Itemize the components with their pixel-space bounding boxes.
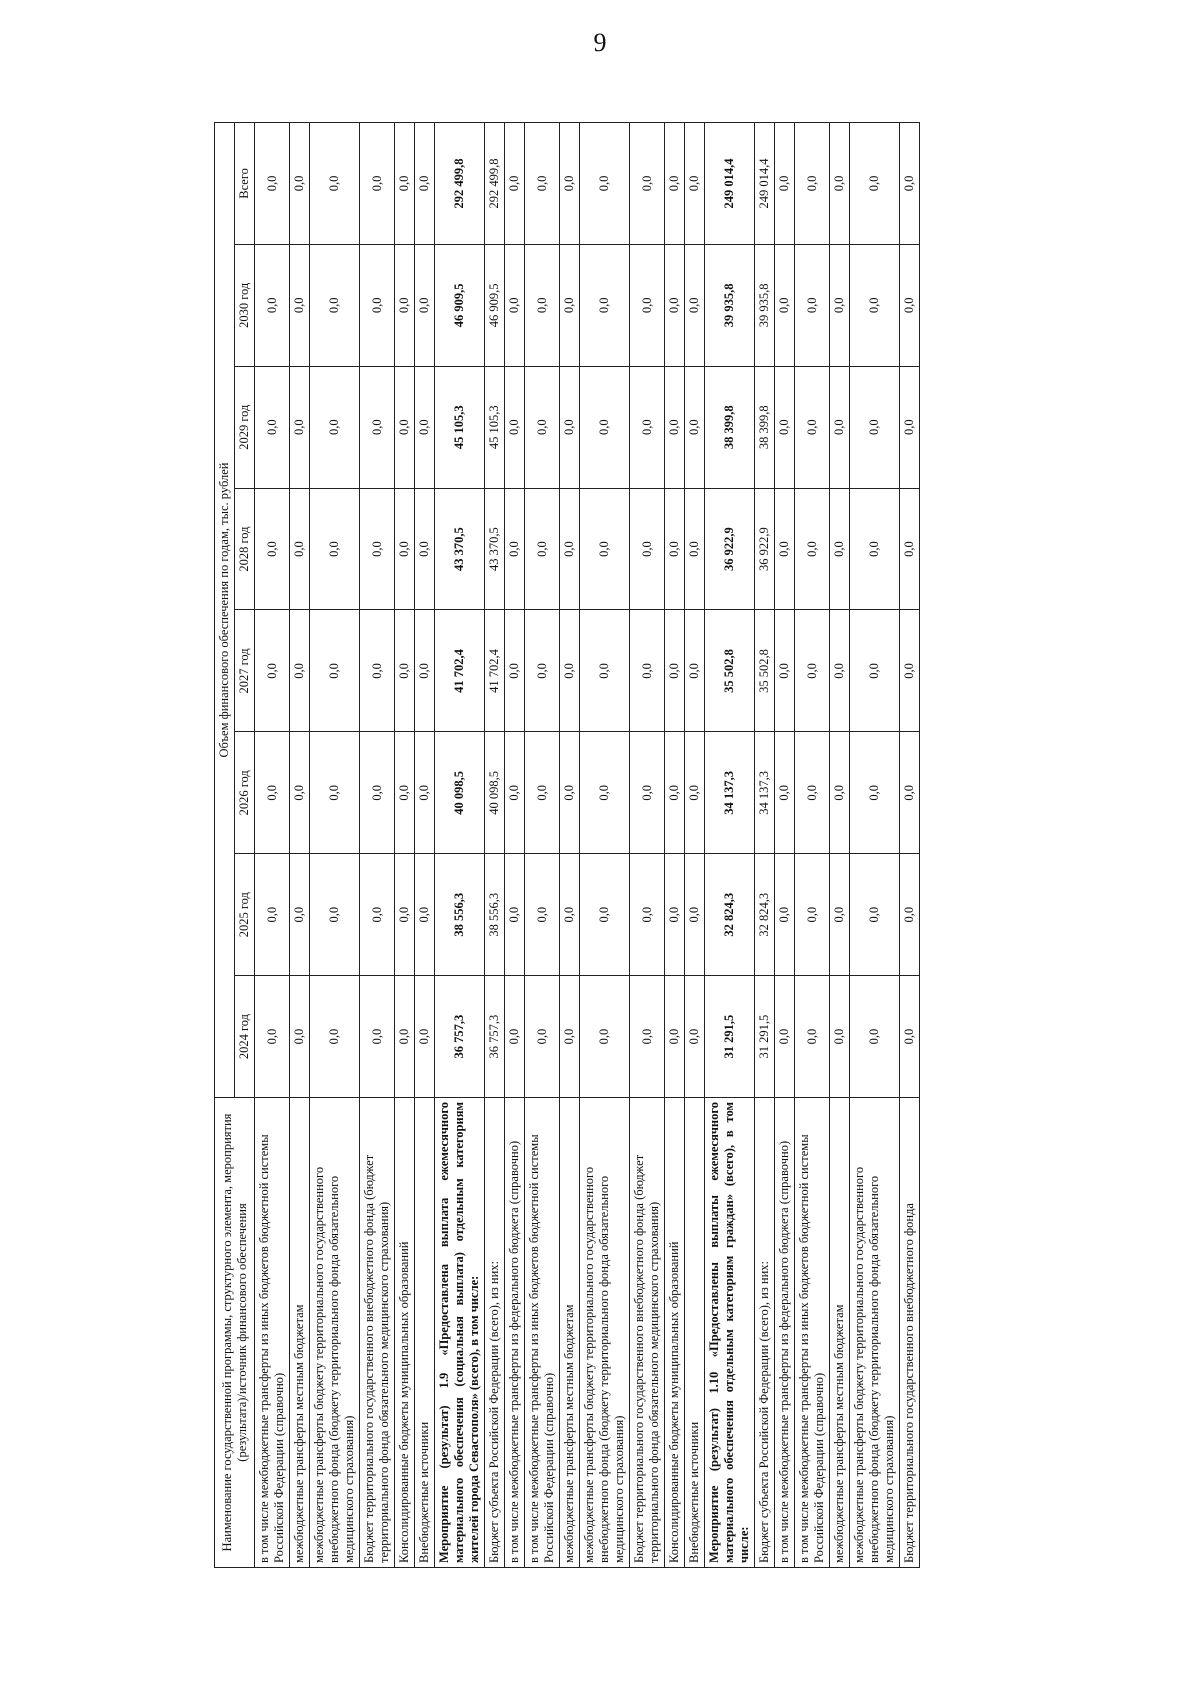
row-year-value: 38 399,8 [755,366,775,488]
header-financing-group: Объем финансового обеспечения по годам, тыс. рублей [215,123,235,1098]
row-total-value: 0,0 [505,123,525,245]
row-year-value: 0,0 [505,976,525,1098]
row-year-value: 38 556,3 [485,854,505,976]
row-year-value: 0,0 [795,366,830,488]
row-total-value: 0,0 [685,123,705,245]
row-year-value: 0,0 [850,732,900,854]
row-year-value: 0,0 [580,488,630,610]
row-source-name: в том числе межбюджетные трансферты из иных бюджетов бюджетной системы Российской Федерации (справочно) [795,1098,830,1568]
row-year-value: 0,0 [665,732,685,854]
row-year-value: 0,0 [395,244,415,366]
row-year-value: 45 105,3 [435,366,485,488]
row-year-value: 35 502,8 [755,610,775,732]
header-year: 2027 год [235,610,255,732]
row-year-value: 0,0 [665,366,685,488]
row-year-value: 0,0 [505,366,525,488]
row-source-name: в том числе межбюджетные трансферты из федерального бюджета (справочно) [775,1098,795,1568]
row-year-value: 0,0 [850,488,900,610]
row-year-value: 0,0 [580,854,630,976]
row-total-value: 292 499,8 [485,123,505,245]
row-year-value: 0,0 [580,610,630,732]
row-total-value: 0,0 [900,123,920,245]
table-row [900,123,920,1568]
table-row [485,123,505,1568]
row-total-value: 0,0 [775,123,795,245]
row-year-value: 32 824,3 [755,854,775,976]
row-year-value: 0,0 [665,488,685,610]
row-year-value: 0,0 [900,854,920,976]
table-row [560,123,580,1568]
budget-table [214,122,920,1568]
row-year-value: 40 098,5 [435,732,485,854]
row-source-name: межбюджетные трансферты местным бюджетам [560,1098,580,1568]
row-total-value: 0,0 [560,123,580,245]
row-year-value: 38 399,8 [705,366,755,488]
table-row [415,123,435,1568]
table-row [685,123,705,1568]
table-row [525,123,560,1568]
header-year: 2026 год [235,732,255,854]
row-year-value: 36 922,9 [705,488,755,610]
header-row-group [215,123,235,1568]
row-year-value: 0,0 [310,732,360,854]
row-year-value: 0,0 [360,732,395,854]
row-total-value: 0,0 [525,123,560,245]
table-row [795,123,830,1568]
row-year-value: 0,0 [795,488,830,610]
row-year-value: 0,0 [630,488,665,610]
row-year-value: 0,0 [685,244,705,366]
row-year-value: 39 935,8 [755,244,775,366]
row-year-value: 0,0 [525,488,560,610]
row-year-value: 0,0 [630,610,665,732]
row-year-value: 0,0 [830,732,850,854]
header-year: 2024 год [235,976,255,1098]
row-year-value: 0,0 [630,976,665,1098]
row-year-value: 0,0 [360,976,395,1098]
row-year-value: 0,0 [290,366,310,488]
header-year: 2025 год [235,854,255,976]
row-year-value: 0,0 [415,366,435,488]
row-total-value: 0,0 [630,123,665,245]
table-row [775,123,795,1568]
row-source-name: в том числе межбюджетные трансферты из федерального бюджета (справочно) [505,1098,525,1568]
table-row [705,123,755,1568]
header-year: 2030 год [235,244,255,366]
table-row [580,123,630,1568]
row-year-value: 0,0 [525,610,560,732]
row-year-value: 0,0 [665,854,685,976]
row-source-name: Внебюджетные источники [685,1098,705,1568]
row-year-value: 0,0 [395,976,415,1098]
row-year-value: 0,0 [505,732,525,854]
row-total-value: 249 014,4 [705,123,755,245]
row-year-value: 0,0 [830,976,850,1098]
row-year-value: 36 922,9 [755,488,775,610]
row-year-value: 0,0 [395,366,415,488]
row-year-value: 0,0 [665,976,685,1098]
row-source-name: Бюджет территориального государственного внебюджетного фонда [900,1098,920,1568]
row-source-name: Консолидированные бюджеты муниципальных образований [395,1098,415,1568]
row-year-value: 0,0 [775,244,795,366]
table-row [665,123,685,1568]
row-year-value: 0,0 [775,732,795,854]
table-row [435,123,485,1568]
row-year-value: 0,0 [830,366,850,488]
table-body [255,123,920,1568]
row-year-value: 0,0 [290,244,310,366]
row-year-value: 0,0 [830,244,850,366]
table-row [290,123,310,1568]
row-year-value: 0,0 [850,854,900,976]
row-year-value: 0,0 [505,854,525,976]
row-source-name: Мероприятие (результат) 1.10 «Предоставлены выплаты ежемесячного материального обеспечения отдельным категориям граждан» (всего), в том числе: [705,1098,755,1568]
row-source-name: межбюджетные трансферты местным бюджетам [830,1098,850,1568]
row-year-value: 43 370,5 [485,488,505,610]
row-total-value: 0,0 [795,123,830,245]
row-year-value: 0,0 [415,610,435,732]
row-source-name: Бюджет субъекта Российской Федерации (всего), из них: [485,1098,505,1568]
row-year-value: 0,0 [310,488,360,610]
row-year-value: 0,0 [580,732,630,854]
row-year-value: 0,0 [795,854,830,976]
row-year-value: 0,0 [255,366,290,488]
table-row [755,123,775,1568]
row-year-value: 0,0 [560,976,580,1098]
row-year-value: 0,0 [630,366,665,488]
row-year-value: 0,0 [255,244,290,366]
row-year-value: 0,0 [685,854,705,976]
row-year-value: 0,0 [900,610,920,732]
row-year-value: 0,0 [850,244,900,366]
row-year-value: 0,0 [580,366,630,488]
row-year-value: 31 291,5 [755,976,775,1098]
row-source-name: межбюджетные трансферты бюджету территориального государственного внебюджетного фонда (бюджету территориального фонда обязательного медицинского страхования) [580,1098,630,1568]
row-year-value: 0,0 [560,610,580,732]
row-year-value: 0,0 [525,366,560,488]
table-row [850,123,900,1568]
row-year-value: 0,0 [685,732,705,854]
row-total-value: 0,0 [360,123,395,245]
row-total-value: 0,0 [415,123,435,245]
row-year-value: 0,0 [290,976,310,1098]
row-year-value: 0,0 [360,610,395,732]
row-source-name: в том числе межбюджетные трансферты из иных бюджетов бюджетной системы Российской Федерации (справочно) [525,1098,560,1568]
row-year-value: 0,0 [310,854,360,976]
row-year-value: 46 909,5 [435,244,485,366]
table-row [360,123,395,1568]
row-year-value: 0,0 [560,732,580,854]
row-year-value: 34 137,3 [705,732,755,854]
row-year-value: 0,0 [900,488,920,610]
row-year-value: 0,0 [795,244,830,366]
row-year-value: 0,0 [505,488,525,610]
row-year-value: 31 291,5 [705,976,755,1098]
row-year-value: 0,0 [560,488,580,610]
row-year-value: 0,0 [560,244,580,366]
row-year-value: 0,0 [290,732,310,854]
row-year-value: 0,0 [560,366,580,488]
row-year-value: 0,0 [505,610,525,732]
row-year-value: 0,0 [415,854,435,976]
row-year-value: 35 502,8 [705,610,755,732]
row-year-value: 39 935,8 [705,244,755,366]
row-total-value: 0,0 [290,123,310,245]
row-total-value: 0,0 [665,123,685,245]
row-year-value: 32 824,3 [705,854,755,976]
row-year-value: 0,0 [310,244,360,366]
row-year-value: 0,0 [395,854,415,976]
row-year-value: 0,0 [415,244,435,366]
row-year-value: 0,0 [900,366,920,488]
row-year-value: 0,0 [525,976,560,1098]
row-year-value: 0,0 [360,244,395,366]
row-year-value: 46 909,5 [485,244,505,366]
row-source-name: Консолидированные бюджеты муниципальных образований [665,1098,685,1568]
rotated-table-container [214,122,1200,1568]
row-year-value: 43 370,5 [435,488,485,610]
row-year-value: 0,0 [525,732,560,854]
row-year-value: 40 098,5 [485,732,505,854]
row-year-value: 0,0 [630,732,665,854]
row-year-value: 0,0 [255,488,290,610]
row-year-value: 0,0 [255,976,290,1098]
row-total-value: 292 499,8 [435,123,485,245]
row-year-value: 0,0 [560,854,580,976]
row-year-value: 34 137,3 [755,732,775,854]
row-source-name: межбюджетные трансферты бюджету территориального государственного внебюджетного фонда (бюджету территориального фонда обязательного медицинского страхования) [310,1098,360,1568]
row-source-name: Внебюджетные источники [415,1098,435,1568]
row-source-name: Бюджет субъекта Российской Федерации (всего), из них: [755,1098,775,1568]
row-year-value: 0,0 [830,854,850,976]
row-year-value: 0,0 [360,488,395,610]
table-row [830,123,850,1568]
row-year-value: 0,0 [360,366,395,488]
row-year-value: 45 105,3 [485,366,505,488]
row-year-value: 41 702,4 [435,610,485,732]
row-year-value: 0,0 [775,488,795,610]
row-year-value: 41 702,4 [485,610,505,732]
header-name-column: Наименование государственной программы, структурного элемента, мероприятия (результата)/источник финансового обеспечения [215,1098,255,1568]
row-year-value: 0,0 [255,732,290,854]
row-year-value: 0,0 [775,610,795,732]
row-year-value: 0,0 [850,976,900,1098]
row-year-value: 0,0 [900,732,920,854]
row-year-value: 0,0 [900,244,920,366]
row-year-value: 0,0 [415,976,435,1098]
row-year-value: 0,0 [795,732,830,854]
row-year-value: 0,0 [415,488,435,610]
row-total-value: 0,0 [580,123,630,245]
row-year-value: 0,0 [630,854,665,976]
row-year-value: 0,0 [360,854,395,976]
table-row [310,123,360,1568]
row-total-value: 0,0 [395,123,415,245]
row-year-value: 36 757,3 [485,976,505,1098]
header-year: 2028 год [235,488,255,610]
row-year-value: 0,0 [830,488,850,610]
row-year-value: 0,0 [850,610,900,732]
row-year-value: 0,0 [685,488,705,610]
row-year-value: 0,0 [525,854,560,976]
row-year-value: 0,0 [580,244,630,366]
row-source-name: межбюджетные трансферты местным бюджетам [290,1098,310,1568]
row-year-value: 0,0 [665,610,685,732]
table-row [630,123,665,1568]
header-total: Всего [235,123,255,245]
row-year-value: 0,0 [775,854,795,976]
row-source-name: Бюджет территориального государственного внебюджетного фонда (бюджет территориального фонда обязательного медицинского страхования) [360,1098,395,1568]
row-year-value: 0,0 [415,732,435,854]
row-year-value: 0,0 [775,976,795,1098]
row-year-value: 0,0 [775,366,795,488]
row-total-value: 0,0 [255,123,290,245]
row-total-value: 0,0 [830,123,850,245]
row-year-value: 0,0 [685,366,705,488]
table-row [255,123,290,1568]
row-year-value: 0,0 [395,732,415,854]
row-year-value: 0,0 [685,976,705,1098]
row-year-value: 0,0 [525,244,560,366]
row-year-value: 0,0 [665,244,685,366]
row-year-value: 0,0 [395,610,415,732]
table-row [395,123,415,1568]
row-source-name: Мероприятие (результат) 1.9 «Предоставлена выплата ежемесячного материального обеспечения (социальная выплата) отдельным категориям жителей города Севастополя» (всего), в том числе: [435,1098,485,1568]
row-total-value: 0,0 [310,123,360,245]
row-year-value: 0,0 [830,610,850,732]
row-year-value: 0,0 [580,976,630,1098]
row-total-value: 249 014,4 [755,123,775,245]
row-year-value: 36 757,3 [435,976,485,1098]
page-number: 9 [593,28,607,57]
row-year-value: 0,0 [395,488,415,610]
row-year-value: 0,0 [310,976,360,1098]
row-year-value: 0,0 [310,610,360,732]
row-year-value: 0,0 [900,976,920,1098]
row-year-value: 0,0 [290,854,310,976]
row-year-value: 0,0 [685,610,705,732]
row-year-value: 0,0 [795,610,830,732]
row-year-value: 0,0 [255,610,290,732]
table-row [505,123,525,1568]
row-year-value: 0,0 [290,610,310,732]
row-year-value: 0,0 [795,976,830,1098]
row-source-name: в том числе межбюджетные трансферты из иных бюджетов бюджетной системы Российской Федерации (справочно) [255,1098,290,1568]
row-total-value: 0,0 [850,123,900,245]
row-year-value: 38 556,3 [435,854,485,976]
row-year-value: 0,0 [505,244,525,366]
row-year-value: 0,0 [290,488,310,610]
row-source-name: Бюджет территориального государственного внебюджетного фонда (бюджет территориального фонда обязательного медицинского страхования) [630,1098,665,1568]
row-year-value: 0,0 [310,366,360,488]
row-source-name: межбюджетные трансферты бюджету территориального государственного внебюджетного фонда (бюджету территориального фонда обязательного медицинского страхования) [850,1098,900,1568]
header-year: 2029 год [235,366,255,488]
row-year-value: 0,0 [255,854,290,976]
row-year-value: 0,0 [630,244,665,366]
row-year-value: 0,0 [850,366,900,488]
